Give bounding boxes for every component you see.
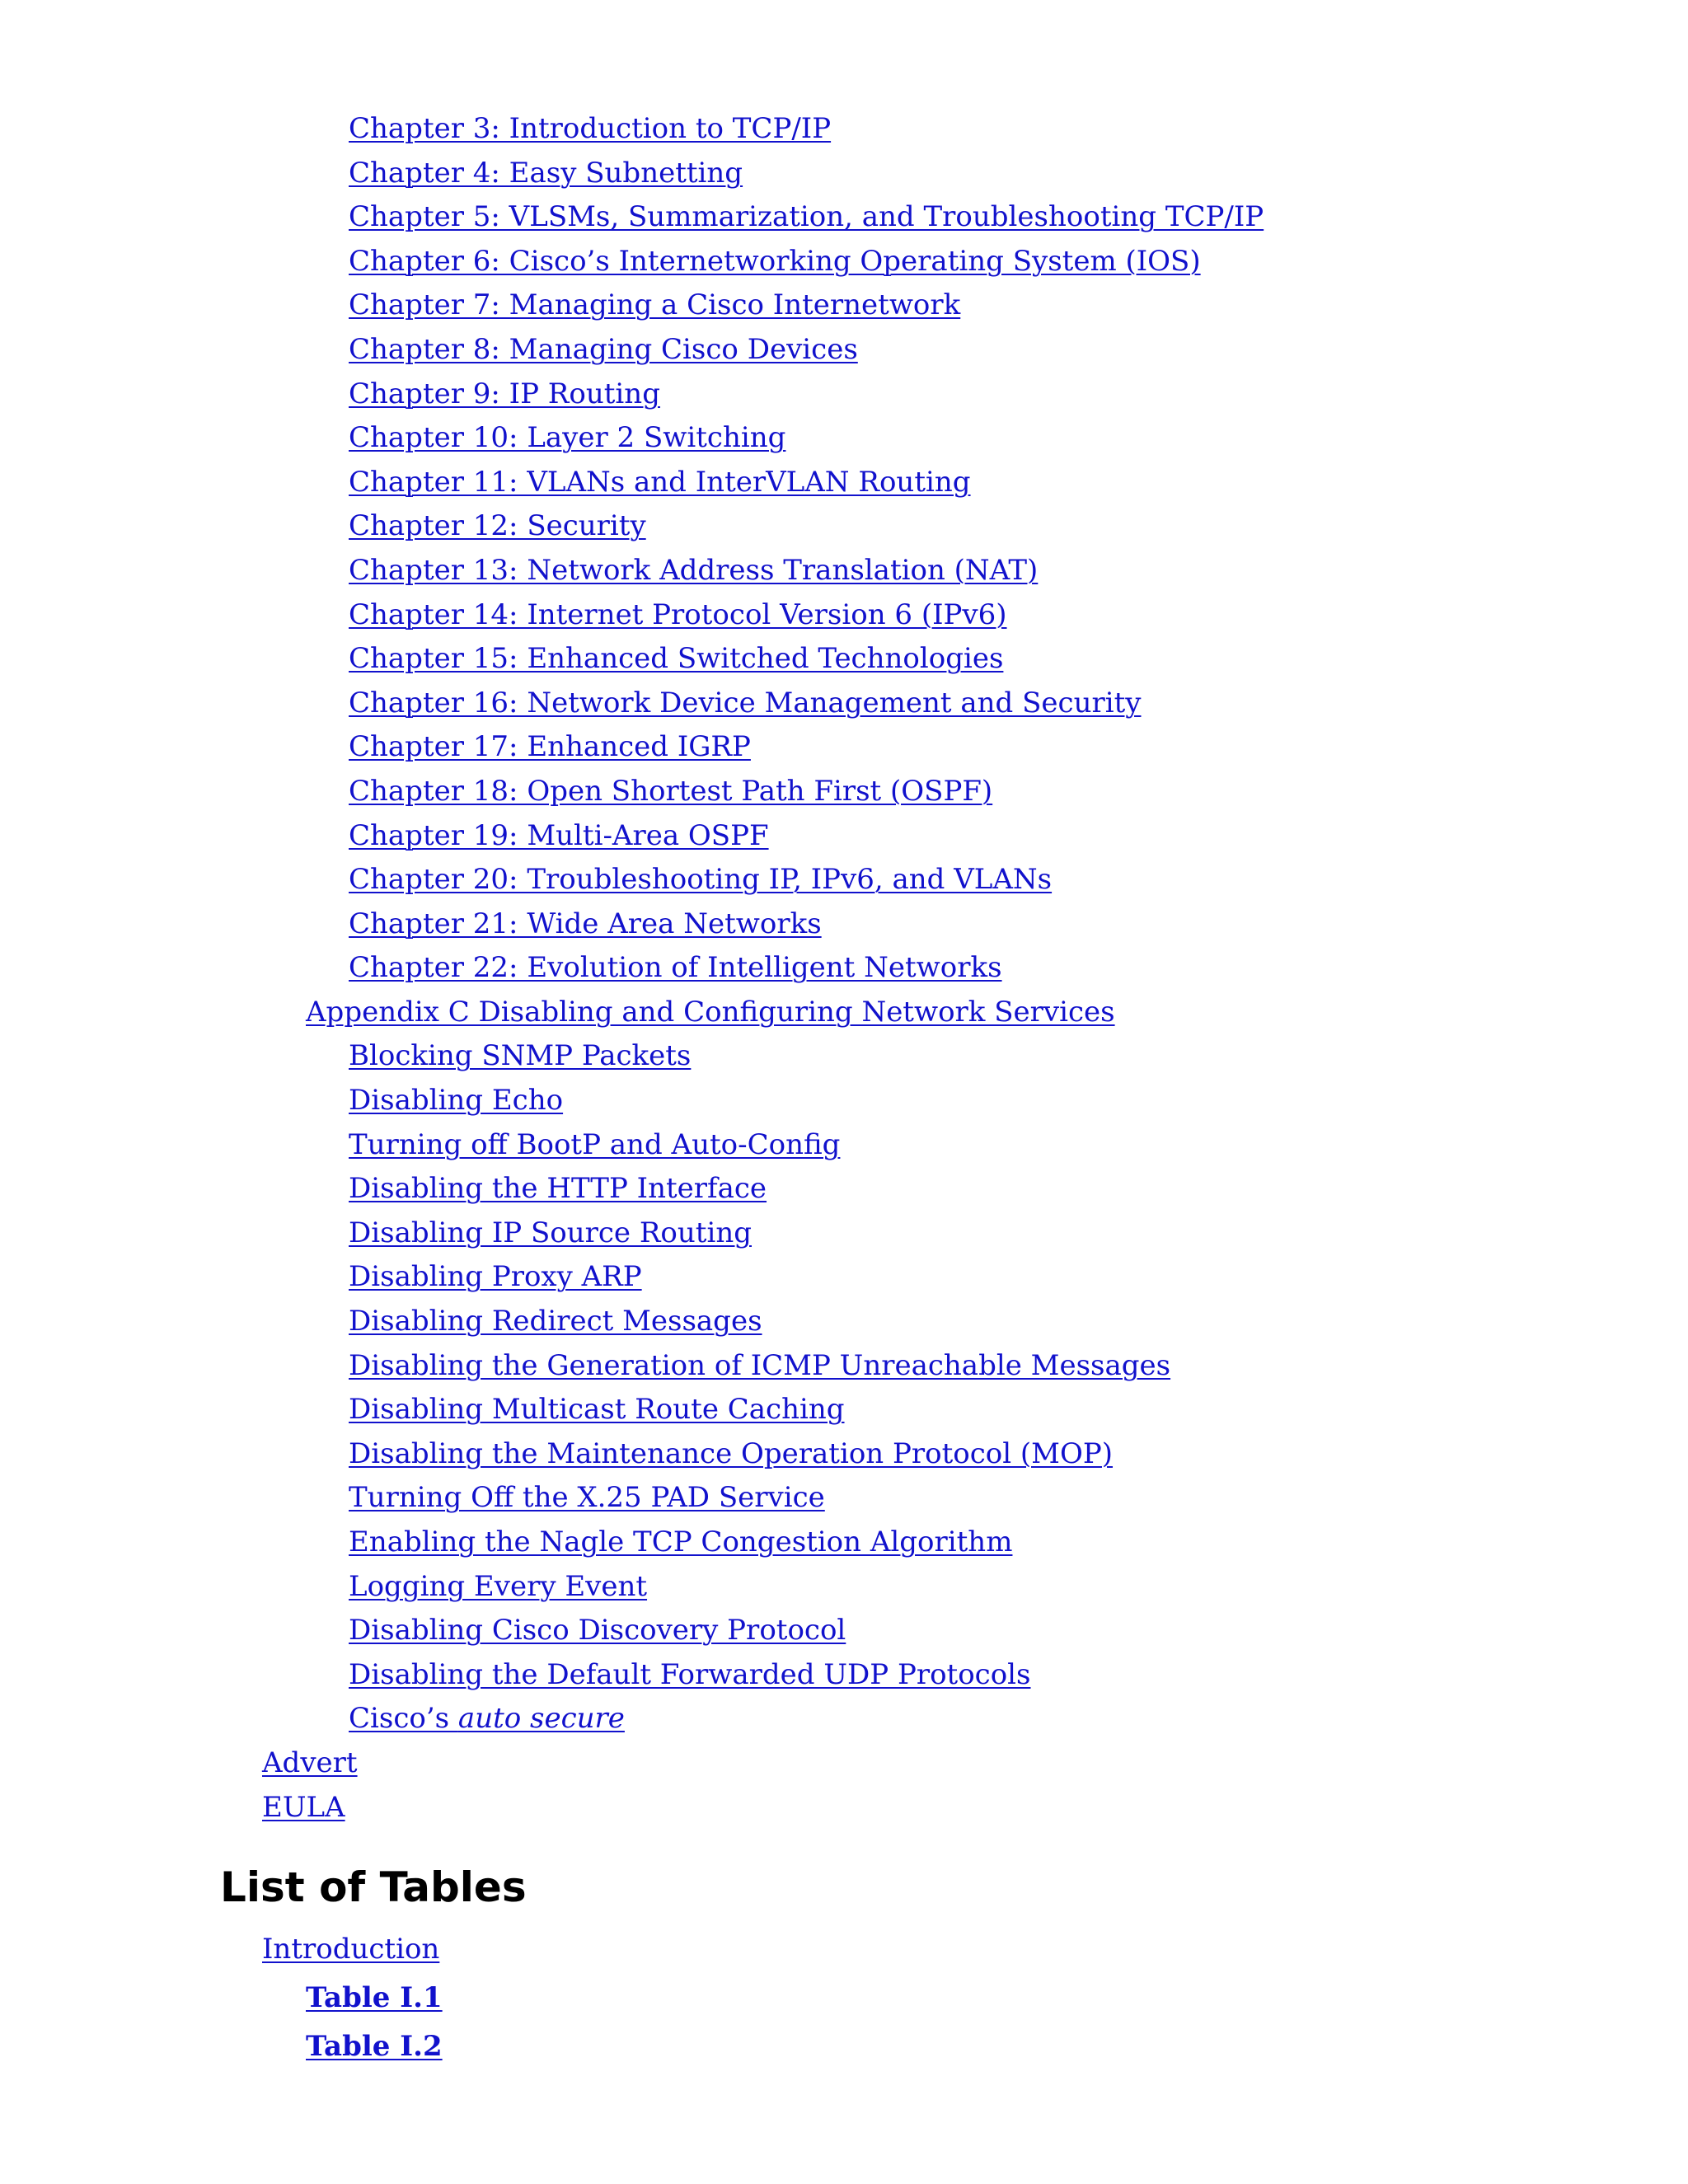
toc-entry-appendix-c: [0, 991, 1688, 1035]
toc-entry-appendix-item: [0, 1521, 1688, 1565]
toc-link[interactable]: Chapter 22: Evolution of Intelligent Networks: [349, 951, 1002, 985]
toc-entry-chapter-12: [0, 504, 1688, 549]
toc-entry-chapter-18: [0, 770, 1688, 814]
toc-link[interactable]: Chapter 21: Wide Area Networks: [349, 907, 822, 940]
toc-link[interactable]: Chapter 5: VLSMs, Summarization, and Troubleshooting TCP/IP: [349, 200, 1264, 234]
toc-entry-appendix-item: [0, 1476, 1688, 1521]
toc-entry-advert: [0, 1741, 1688, 1786]
toc-link[interactable]: Chapter 11: VLANs and InterVLAN Routing: [349, 465, 971, 499]
table-link[interactable]: Table I.1: [306, 1981, 443, 2014]
toc-entry-chapter-15: [0, 637, 1688, 682]
table-entry: [0, 2022, 1688, 2071]
toc-link[interactable]: Disabling Proxy ARP: [349, 1260, 642, 1294]
toc-link[interactable]: Chapter 10: Layer 2 Switching: [349, 421, 786, 455]
toc-entry-chapter-6: [0, 240, 1688, 284]
toc-entry-auto-secure: [0, 1697, 1688, 1741]
auto-secure-prefix: Cisco’s: [349, 1702, 458, 1736]
toc-link[interactable]: Disabling Cisco Discovery Protocol: [349, 1614, 846, 1647]
toc-link[interactable]: Disabling Redirect Messages: [349, 1305, 762, 1338]
toc-link[interactable]: Chapter 9: IP Routing: [349, 377, 660, 410]
table-of-contents: [0, 107, 1688, 1830]
introduction-link[interactable]: Introduction: [262, 1933, 440, 1966]
advert-link[interactable]: Advert: [262, 1746, 358, 1779]
table-entry: [0, 1974, 1688, 2022]
toc-link[interactable]: Chapter 15: Enhanced Switched Technologies: [349, 642, 1004, 676]
toc-entry-chapter-16: [0, 682, 1688, 726]
toc-link[interactable]: Chapter 18: Open Shortest Path First (OSPF): [349, 774, 993, 808]
toc-link[interactable]: Chapter 20: Troubleshooting IP, IPv6, and VLANs: [349, 863, 1053, 897]
toc-entry-appendix-item: [0, 1609, 1688, 1653]
toc-entry-eula: [0, 1786, 1688, 1830]
toc-entry-chapter-8: [0, 328, 1688, 373]
toc-link[interactable]: Disabling IP Source Routing: [349, 1216, 752, 1249]
toc-link[interactable]: Chapter 14: Internet Protocol Version 6 (IPv6): [349, 598, 1007, 631]
appendix-c-link[interactable]: Appendix C Disabling and Configuring Network Services: [306, 995, 1115, 1029]
toc-link[interactable]: Turning Off the X.25 PAD Service: [349, 1481, 825, 1515]
toc-link[interactable]: Chapter 8: Managing Cisco Devices: [349, 332, 858, 366]
toc-entry-chapter-13: [0, 549, 1688, 593]
toc-link[interactable]: Chapter 12: Security: [349, 509, 646, 543]
toc-entry-appendix-item: [0, 1432, 1688, 1477]
toc-entry-chapter-20: [0, 858, 1688, 902]
toc-entry-appendix-item: [0, 1079, 1688, 1123]
toc-link[interactable]: Chapter 17: Enhanced IGRP: [349, 730, 751, 764]
toc-entry-chapter-9: [0, 373, 1688, 417]
toc-link[interactable]: Chapter 16: Network Device Management and Security: [349, 686, 1142, 719]
toc-entry-chapter-14: [0, 593, 1688, 638]
toc-link[interactable]: Blocking SNMP Packets: [349, 1039, 692, 1073]
list-of-tables-heading: List of Tables: [220, 1863, 527, 1911]
toc-entry-appendix-item: [0, 1565, 1688, 1610]
toc-link[interactable]: Chapter 13: Network Address Translation (NAT): [349, 553, 1039, 587]
eula-link[interactable]: EULA: [262, 1790, 345, 1824]
toc-link[interactable]: Turning off BootP and Auto-Config: [349, 1127, 841, 1161]
toc-link[interactable]: Chapter 3: Introduction to TCP/IP: [349, 112, 832, 145]
toc-link[interactable]: Disabling the Default Forwarded UDP Protocols: [349, 1657, 1031, 1691]
toc-entry-chapter-7: [0, 284, 1688, 328]
toc-link[interactable]: Chapter 6: Cisco’s Internetworking Operating System (IOS): [349, 244, 1201, 278]
toc-link[interactable]: Enabling the Nagle TCP Congestion Algorithm: [349, 1526, 1013, 1558]
toc-entry-appendix-item: [0, 1167, 1688, 1212]
toc-link[interactable]: Chapter 4: Easy Subnetting: [349, 156, 743, 190]
toc-entry-chapter-10: [0, 416, 1688, 461]
toc-link[interactable]: Disabling the Maintenance Operation Protocol (MOP): [349, 1436, 1114, 1470]
list-of-tables: [0, 1925, 1688, 2071]
toc-entry-chapter-21: [0, 902, 1688, 947]
toc-entry-appendix-item: [0, 1653, 1688, 1698]
toc-entry-appendix-item: [0, 1388, 1688, 1432]
toc-link[interactable]: Disabling Multicast Route Caching: [349, 1393, 845, 1427]
table-link[interactable]: Table I.2: [306, 2030, 443, 2063]
toc-link[interactable]: Disabling the Generation of ICMP Unreachable Messages: [349, 1348, 1171, 1382]
auto-secure-link[interactable]: [349, 1702, 625, 1735]
toc-entry-chapter-19: [0, 814, 1688, 859]
toc-link[interactable]: Disabling Echo: [349, 1084, 564, 1118]
toc-entry-appendix-item: [0, 1123, 1688, 1168]
toc-entry-appendix-item: [0, 1034, 1688, 1079]
toc-entry-appendix-item: [0, 1255, 1688, 1300]
toc-entry-chapter-4: [0, 152, 1688, 196]
toc-entry-chapter-11: [0, 461, 1688, 505]
toc-entry-chapter-5: [0, 195, 1688, 240]
toc-link[interactable]: Chapter 19: Multi-Area OSPF: [349, 818, 769, 852]
toc-entry-chapter-3: [0, 107, 1688, 152]
toc-link[interactable]: Logging Every Event: [349, 1569, 648, 1603]
toc-entry-appendix-item: [0, 1300, 1688, 1344]
toc-link[interactable]: Chapter 7: Managing a Cisco Internetwork: [349, 288, 961, 322]
toc-link[interactable]: Disabling the HTTP Interface: [349, 1172, 767, 1206]
toc-entry-chapter-22: [0, 946, 1688, 991]
tables-section-introduction: [0, 1925, 1688, 1974]
toc-entry-appendix-item: [0, 1212, 1688, 1256]
toc-entry-chapter-17: [0, 725, 1688, 770]
toc-entry-appendix-item: [0, 1344, 1688, 1389]
auto-secure-italic: auto secure: [457, 1702, 625, 1736]
